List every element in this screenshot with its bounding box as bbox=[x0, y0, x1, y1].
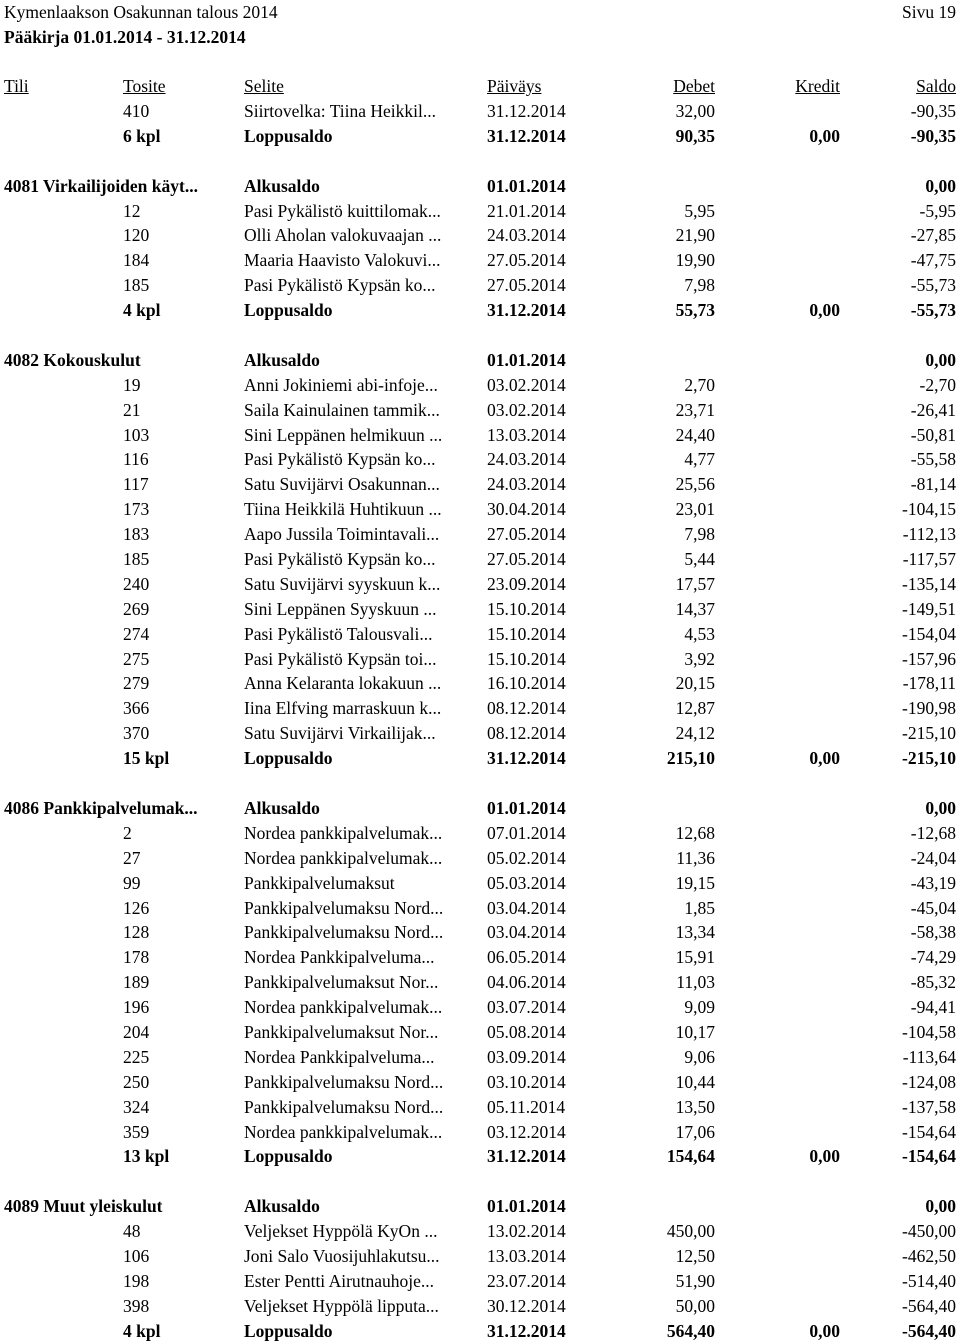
voucher-cell: 6 kpl bbox=[123, 125, 161, 146]
report-header bbox=[4, 1, 956, 23]
voucher-cell: 324 bbox=[123, 1096, 150, 1117]
description-cell: Pankkipalvelumaksu Nord... bbox=[244, 1096, 444, 1117]
description-cell: Pankkipalvelumaksut bbox=[244, 872, 395, 893]
voucher-cell: 183 bbox=[123, 524, 150, 545]
description-cell: Joni Salo Vuosijuhlakutsu... bbox=[244, 1245, 440, 1266]
date-cell: 08.12.2014 bbox=[487, 698, 566, 719]
table-row bbox=[0, 572, 960, 597]
description-cell: Tiina Heikkilä Huhtikuun ... bbox=[244, 499, 442, 520]
credit-cell: 0,00 bbox=[809, 748, 840, 769]
description-cell: Satu Suvijärvi syyskuun k... bbox=[244, 573, 441, 594]
table-row bbox=[0, 945, 960, 970]
debit-cell: 11,36 bbox=[676, 847, 715, 868]
voucher-cell: 370 bbox=[123, 723, 150, 744]
table-row bbox=[0, 522, 960, 547]
debit-cell: 17,06 bbox=[675, 1121, 715, 1142]
voucher-cell: 126 bbox=[123, 897, 150, 918]
balance-cell: -564,40 bbox=[902, 1320, 956, 1341]
balance-cell: -55,73 bbox=[910, 275, 956, 296]
description-cell: Sini Leppänen Syyskuun ... bbox=[244, 598, 437, 619]
table-row bbox=[0, 622, 960, 647]
balance-cell: -154,04 bbox=[902, 623, 956, 644]
debit-cell: 564,40 bbox=[666, 1320, 715, 1341]
voucher-cell: 196 bbox=[123, 997, 150, 1018]
voucher-cell: 240 bbox=[123, 573, 150, 594]
date-cell: 01.01.2014 bbox=[487, 1196, 566, 1217]
description-cell: Nordea pankkipalvelumak... bbox=[244, 822, 443, 843]
description-cell: Pasi Pykälistö kuittilomak... bbox=[244, 200, 441, 221]
description-cell: Anni Jokiniemi abi-infoje... bbox=[244, 374, 438, 395]
column-header-tosite: Tosite bbox=[123, 76, 166, 96]
voucher-cell: 4 kpl bbox=[123, 1320, 161, 1341]
voucher-cell: 117 bbox=[123, 474, 149, 495]
date-cell: 13.02.2014 bbox=[487, 1221, 566, 1242]
table-row bbox=[0, 199, 960, 224]
debit-cell: 13,34 bbox=[675, 922, 715, 943]
table-row bbox=[0, 497, 960, 522]
table-row bbox=[0, 1120, 960, 1145]
balance-cell: -157,96 bbox=[902, 648, 956, 669]
balance-cell: -2,70 bbox=[919, 374, 956, 395]
description-cell: Loppusaldo bbox=[244, 748, 333, 769]
balance-cell: 0,00 bbox=[925, 797, 956, 818]
balance-cell: -27,85 bbox=[910, 225, 956, 246]
balance-cell: -190,98 bbox=[902, 698, 956, 719]
balance-cell: -137,58 bbox=[902, 1096, 956, 1117]
voucher-cell: 106 bbox=[123, 1245, 150, 1266]
description-cell: Ester Pentti Airutnauhoje... bbox=[244, 1270, 435, 1291]
description-cell: Iina Elfving marraskuun k... bbox=[244, 698, 442, 719]
account-opening-row bbox=[0, 348, 960, 373]
voucher-cell: 184 bbox=[123, 250, 150, 271]
debit-cell: 20,15 bbox=[675, 673, 715, 694]
balance-cell: -43,19 bbox=[910, 872, 956, 893]
table-row bbox=[0, 821, 960, 846]
balance-cell: -154,64 bbox=[902, 1146, 956, 1167]
account-cell: 4082 Kokouskulut bbox=[4, 349, 141, 370]
table-row bbox=[0, 1020, 960, 1045]
debit-cell: 13,50 bbox=[675, 1096, 715, 1117]
date-cell: 03.04.2014 bbox=[487, 897, 566, 918]
voucher-cell: 27 bbox=[123, 847, 141, 868]
date-cell: 31.12.2014 bbox=[487, 748, 566, 769]
description-cell: Pankkipalvelumaksu Nord... bbox=[244, 922, 444, 943]
voucher-cell: 13 kpl bbox=[123, 1146, 170, 1167]
debit-cell: 50,00 bbox=[675, 1295, 715, 1316]
date-cell: 21.01.2014 bbox=[487, 200, 566, 221]
date-cell: 24.03.2014 bbox=[487, 449, 566, 470]
table-row bbox=[0, 1294, 960, 1319]
date-cell: 03.10.2014 bbox=[487, 1071, 566, 1092]
debit-cell: 154,64 bbox=[666, 1146, 715, 1167]
balance-cell: -24,04 bbox=[910, 847, 956, 868]
balance-cell: -215,10 bbox=[902, 748, 956, 769]
debit-cell: 17,57 bbox=[675, 573, 715, 594]
date-cell: 30.12.2014 bbox=[487, 1295, 566, 1316]
debit-cell: 450,00 bbox=[666, 1221, 715, 1242]
date-cell: 03.12.2014 bbox=[487, 1121, 566, 1142]
balance-cell: -178,11 bbox=[902, 673, 956, 694]
debit-cell: 7,98 bbox=[684, 275, 715, 296]
description-cell: Pankkipalvelumaksut Nor... bbox=[244, 972, 439, 993]
voucher-cell: 48 bbox=[123, 1221, 141, 1242]
table-row bbox=[0, 995, 960, 1020]
table-row bbox=[0, 671, 960, 696]
section-spacer bbox=[0, 323, 960, 348]
column-header-saldo: Saldo bbox=[916, 76, 956, 96]
debit-cell: 2,70 bbox=[684, 374, 715, 395]
debit-cell: 9,09 bbox=[684, 997, 715, 1018]
debit-cell: 10,17 bbox=[675, 1021, 715, 1042]
account-cell: 4089 Muut yleiskulut bbox=[4, 1196, 163, 1217]
voucher-cell: 178 bbox=[123, 947, 150, 968]
voucher-cell: 128 bbox=[123, 922, 150, 943]
table-row bbox=[0, 1269, 960, 1294]
date-cell: 13.03.2014 bbox=[487, 424, 566, 445]
date-cell: 31.12.2014 bbox=[487, 1320, 566, 1341]
debit-cell: 12,68 bbox=[675, 822, 715, 843]
description-cell: Aapo Jussila Toimintavali... bbox=[244, 524, 440, 545]
description-cell: Siirtovelka: Tiina Heikkil... bbox=[244, 101, 437, 121]
date-cell: 30.04.2014 bbox=[487, 499, 566, 520]
date-cell: 23.07.2014 bbox=[487, 1270, 566, 1291]
date-cell: 03.02.2014 bbox=[487, 374, 566, 395]
voucher-cell: 189 bbox=[123, 972, 150, 993]
voucher-cell: 274 bbox=[123, 623, 150, 644]
voucher-cell: 269 bbox=[123, 598, 150, 619]
voucher-cell: 366 bbox=[123, 698, 150, 719]
balance-cell: -55,58 bbox=[910, 449, 956, 470]
description-cell: Pasi Pykälistö Talousvali... bbox=[244, 623, 433, 644]
description-cell: Maaria Haavisto Valokuvi... bbox=[244, 250, 441, 271]
table-row bbox=[0, 970, 960, 995]
date-cell: 23.09.2014 bbox=[487, 573, 566, 594]
description-cell: Pasi Pykälistö Kypsän toi... bbox=[244, 648, 437, 669]
balance-cell: -154,64 bbox=[902, 1121, 956, 1142]
date-cell: 05.11.2014 bbox=[487, 1096, 566, 1117]
voucher-cell: 4 kpl bbox=[123, 300, 161, 321]
voucher-cell: 279 bbox=[123, 673, 150, 694]
date-cell: 07.01.2014 bbox=[487, 822, 566, 843]
debit-cell: 23,01 bbox=[675, 499, 715, 520]
date-cell: 03.09.2014 bbox=[487, 1046, 566, 1067]
balance-cell: -90,35 bbox=[910, 125, 956, 146]
description-cell: Pasi Pykälistö Kypsän ko... bbox=[244, 549, 436, 570]
balance-cell: -45,04 bbox=[910, 897, 956, 918]
balance-cell: 0,00 bbox=[925, 1196, 956, 1217]
page-number: Sivu 19 bbox=[902, 2, 956, 22]
account-closing-row bbox=[0, 298, 960, 323]
description-cell: Nordea pankkipalvelumak... bbox=[244, 1121, 443, 1142]
debit-cell: 90,35 bbox=[675, 125, 715, 146]
balance-cell: -112,13 bbox=[902, 524, 956, 545]
table-row bbox=[0, 1219, 960, 1244]
date-cell: 15.10.2014 bbox=[487, 648, 566, 669]
description-cell: Pasi Pykälistö Kypsän ko... bbox=[244, 449, 436, 470]
debit-cell: 3,92 bbox=[684, 648, 715, 669]
debit-cell: 23,71 bbox=[675, 399, 715, 420]
voucher-cell: 225 bbox=[123, 1046, 150, 1067]
balance-cell: -450,00 bbox=[902, 1221, 956, 1242]
table-row bbox=[0, 1095, 960, 1120]
balance-cell: -90,35 bbox=[910, 101, 956, 121]
table-row bbox=[0, 273, 960, 298]
debit-cell: 32,00 bbox=[675, 101, 715, 121]
date-cell: 24.03.2014 bbox=[487, 225, 566, 246]
date-cell: 03.02.2014 bbox=[487, 399, 566, 420]
table-row bbox=[0, 896, 960, 921]
section-spacer bbox=[0, 149, 960, 174]
balance-cell: -74,29 bbox=[910, 947, 956, 968]
column-header-kredit: Kredit bbox=[795, 76, 840, 96]
date-cell: 01.01.2014 bbox=[487, 175, 566, 196]
balance-cell: -215,10 bbox=[902, 723, 956, 744]
date-cell: 31.12.2014 bbox=[487, 1146, 566, 1167]
credit-cell: 0,00 bbox=[809, 300, 840, 321]
table-row bbox=[0, 597, 960, 622]
account-closing-row bbox=[0, 1319, 960, 1344]
voucher-cell: 185 bbox=[123, 549, 150, 570]
credit-cell: 0,00 bbox=[809, 125, 840, 146]
account-opening-row bbox=[0, 1194, 960, 1219]
balance-cell: -104,15 bbox=[902, 499, 956, 520]
balance-cell: -50,81 bbox=[910, 424, 956, 445]
voucher-cell: 173 bbox=[123, 499, 150, 520]
balance-cell: -514,40 bbox=[902, 1270, 956, 1291]
debit-cell: 12,87 bbox=[675, 698, 715, 719]
debit-cell: 10,44 bbox=[675, 1071, 715, 1092]
column-header-row bbox=[0, 76, 960, 98]
date-cell: 31.12.2014 bbox=[487, 300, 566, 321]
voucher-cell: 275 bbox=[123, 648, 150, 669]
debit-cell: 21,90 bbox=[675, 225, 715, 246]
table-row bbox=[0, 373, 960, 398]
description-cell: Nordea pankkipalvelumak... bbox=[244, 997, 443, 1018]
description-cell: Pankkipalvelumaksu Nord... bbox=[244, 897, 444, 918]
table-row bbox=[0, 920, 960, 945]
voucher-cell: 250 bbox=[123, 1071, 150, 1092]
account-opening-row bbox=[0, 796, 960, 821]
balance-cell: -85,32 bbox=[910, 972, 956, 993]
date-cell: 06.05.2014 bbox=[487, 947, 566, 968]
account-cell: 4081 Virkailijoiden käyt... bbox=[4, 175, 198, 196]
date-cell: 27.05.2014 bbox=[487, 549, 566, 570]
debit-cell: 14,37 bbox=[675, 598, 715, 619]
table-row bbox=[0, 721, 960, 746]
table-row bbox=[0, 647, 960, 672]
table-row bbox=[0, 99, 960, 124]
description-cell: Pasi Pykälistö Kypsän ko... bbox=[244, 275, 436, 296]
debit-cell: 51,90 bbox=[675, 1270, 715, 1291]
debit-cell: 4,77 bbox=[684, 449, 715, 470]
column-header-paivays: Päiväys bbox=[487, 76, 542, 96]
voucher-cell: 15 kpl bbox=[123, 748, 170, 769]
voucher-cell: 359 bbox=[123, 1121, 150, 1142]
account-cell: 4086 Pankkipalvelumak... bbox=[4, 797, 198, 818]
table-row bbox=[0, 1070, 960, 1095]
voucher-cell: 410 bbox=[123, 101, 150, 121]
voucher-cell: 103 bbox=[123, 424, 150, 445]
description-cell: Veljekset Hyppölä KyOn ... bbox=[244, 1221, 438, 1242]
account-opening-row bbox=[0, 174, 960, 199]
date-cell: 01.01.2014 bbox=[487, 349, 566, 370]
ledger-table bbox=[0, 99, 960, 1344]
description-cell: Loppusaldo bbox=[244, 1146, 333, 1167]
table-row bbox=[0, 871, 960, 896]
table-row bbox=[0, 472, 960, 497]
balance-cell: -124,08 bbox=[902, 1071, 956, 1092]
table-row bbox=[0, 248, 960, 273]
voucher-cell: 99 bbox=[123, 872, 141, 893]
description-cell: Alkusaldo bbox=[244, 1196, 320, 1217]
voucher-cell: 204 bbox=[123, 1021, 150, 1042]
balance-cell: -26,41 bbox=[910, 399, 956, 420]
debit-cell: 11,03 bbox=[676, 972, 715, 993]
date-cell: 15.10.2014 bbox=[487, 598, 566, 619]
table-row bbox=[0, 223, 960, 248]
table-row bbox=[0, 696, 960, 721]
date-cell: 15.10.2014 bbox=[487, 623, 566, 644]
debit-cell: 1,85 bbox=[684, 897, 715, 918]
balance-cell: -113,64 bbox=[902, 1046, 956, 1067]
description-cell: Alkusaldo bbox=[244, 797, 320, 818]
balance-cell: -5,95 bbox=[919, 200, 956, 221]
balance-cell: 0,00 bbox=[925, 349, 956, 370]
table-row bbox=[0, 423, 960, 448]
balance-cell: -564,40 bbox=[902, 1295, 956, 1316]
voucher-cell: 12 bbox=[123, 200, 141, 221]
description-cell: Loppusaldo bbox=[244, 125, 333, 146]
voucher-cell: 185 bbox=[123, 275, 150, 296]
debit-cell: 24,12 bbox=[675, 723, 715, 744]
date-cell: 31.12.2014 bbox=[487, 101, 566, 121]
date-cell: 03.07.2014 bbox=[487, 997, 566, 1018]
section-spacer bbox=[0, 771, 960, 796]
balance-cell: -81,14 bbox=[910, 474, 956, 495]
date-cell: 27.05.2014 bbox=[487, 275, 566, 296]
date-cell: 13.03.2014 bbox=[487, 1245, 566, 1266]
balance-cell: 0,00 bbox=[925, 175, 956, 196]
table-row bbox=[0, 1045, 960, 1070]
date-cell: 05.02.2014 bbox=[487, 847, 566, 868]
balance-cell: -104,58 bbox=[902, 1021, 956, 1042]
description-cell: Alkusaldo bbox=[244, 349, 320, 370]
balance-cell: -55,73 bbox=[910, 300, 956, 321]
balance-cell: -462,50 bbox=[902, 1245, 956, 1266]
description-cell: Nordea pankkipalvelumak... bbox=[244, 847, 443, 868]
date-cell: 03.04.2014 bbox=[487, 922, 566, 943]
report-subtitle: Pääkirja 01.01.2014 - 31.12.2014 bbox=[4, 27, 246, 47]
debit-cell: 55,73 bbox=[675, 300, 715, 321]
description-cell: Anna Kelaranta lokakuun ... bbox=[244, 673, 442, 694]
description-cell: Loppusaldo bbox=[244, 1320, 333, 1341]
debit-cell: 19,90 bbox=[675, 250, 715, 271]
date-cell: 05.03.2014 bbox=[487, 872, 566, 893]
account-closing-row bbox=[0, 1144, 960, 1169]
description-cell: Saila Kainulainen tammik... bbox=[244, 399, 440, 420]
date-cell: 27.05.2014 bbox=[487, 250, 566, 271]
organization-title: Kymenlaakson Osakunnan talous 2014 bbox=[4, 2, 278, 22]
voucher-cell: 21 bbox=[123, 399, 141, 420]
date-cell: 01.01.2014 bbox=[487, 797, 566, 818]
balance-cell: -94,41 bbox=[910, 997, 956, 1018]
date-cell: 27.05.2014 bbox=[487, 524, 566, 545]
debit-cell: 15,91 bbox=[675, 947, 715, 968]
debit-cell: 19,15 bbox=[675, 872, 715, 893]
column-header-selite: Selite bbox=[244, 76, 284, 96]
voucher-cell: 120 bbox=[123, 225, 150, 246]
debit-cell: 12,50 bbox=[675, 1245, 715, 1266]
description-cell: Veljekset Hyppölä lipputa... bbox=[244, 1295, 439, 1316]
table-row bbox=[0, 1244, 960, 1269]
debit-cell: 7,98 bbox=[684, 524, 715, 545]
voucher-cell: 116 bbox=[123, 449, 149, 470]
description-cell: Satu Suvijärvi Virkailijak... bbox=[244, 723, 436, 744]
voucher-cell: 2 bbox=[123, 822, 132, 843]
date-cell: 31.12.2014 bbox=[487, 125, 566, 146]
description-cell: Alkusaldo bbox=[244, 175, 320, 196]
debit-cell: 4,53 bbox=[684, 623, 715, 644]
balance-cell: -58,38 bbox=[910, 922, 956, 943]
column-header-debet: Debet bbox=[673, 76, 715, 96]
debit-cell: 25,56 bbox=[675, 474, 715, 495]
description-cell: Pankkipalvelumaksut Nor... bbox=[244, 1021, 439, 1042]
description-cell: Olli Aholan valokuvaajan ... bbox=[244, 225, 442, 246]
description-cell: Sini Leppänen helmikuun ... bbox=[244, 424, 443, 445]
voucher-cell: 398 bbox=[123, 1295, 150, 1316]
date-cell: 24.03.2014 bbox=[487, 474, 566, 495]
debit-cell: 5,95 bbox=[684, 200, 715, 221]
description-cell: Nordea Pankkipalveluma... bbox=[244, 947, 435, 968]
balance-cell: -117,57 bbox=[902, 549, 956, 570]
debit-cell: 9,06 bbox=[684, 1046, 715, 1067]
voucher-cell: 198 bbox=[123, 1270, 150, 1291]
description-cell: Loppusaldo bbox=[244, 300, 333, 321]
table-row bbox=[0, 398, 960, 423]
description-cell: Satu Suvijärvi Osakunnan... bbox=[244, 474, 440, 495]
account-closing-row bbox=[0, 746, 960, 771]
credit-cell: 0,00 bbox=[809, 1320, 840, 1341]
voucher-cell: 19 bbox=[123, 374, 141, 395]
date-cell: 05.08.2014 bbox=[487, 1021, 566, 1042]
date-cell: 04.06.2014 bbox=[487, 972, 566, 993]
balance-cell: -149,51 bbox=[902, 598, 956, 619]
table-row bbox=[0, 447, 960, 472]
account-closing-row bbox=[0, 124, 960, 149]
column-header-tili: Tili bbox=[4, 76, 29, 96]
date-cell: 16.10.2014 bbox=[487, 673, 566, 694]
balance-cell: -47,75 bbox=[910, 250, 956, 271]
section-spacer bbox=[0, 1169, 960, 1194]
debit-cell: 215,10 bbox=[666, 748, 715, 769]
date-cell: 08.12.2014 bbox=[487, 723, 566, 744]
table-row bbox=[0, 846, 960, 871]
debit-cell: 5,44 bbox=[684, 549, 715, 570]
balance-cell: -135,14 bbox=[902, 573, 956, 594]
description-cell: Nordea Pankkipalveluma... bbox=[244, 1046, 435, 1067]
description-cell: Pankkipalvelumaksu Nord... bbox=[244, 1071, 444, 1092]
debit-cell: 24,40 bbox=[675, 424, 715, 445]
balance-cell: -12,68 bbox=[910, 822, 956, 843]
credit-cell: 0,00 bbox=[809, 1146, 840, 1167]
table-row bbox=[0, 547, 960, 572]
